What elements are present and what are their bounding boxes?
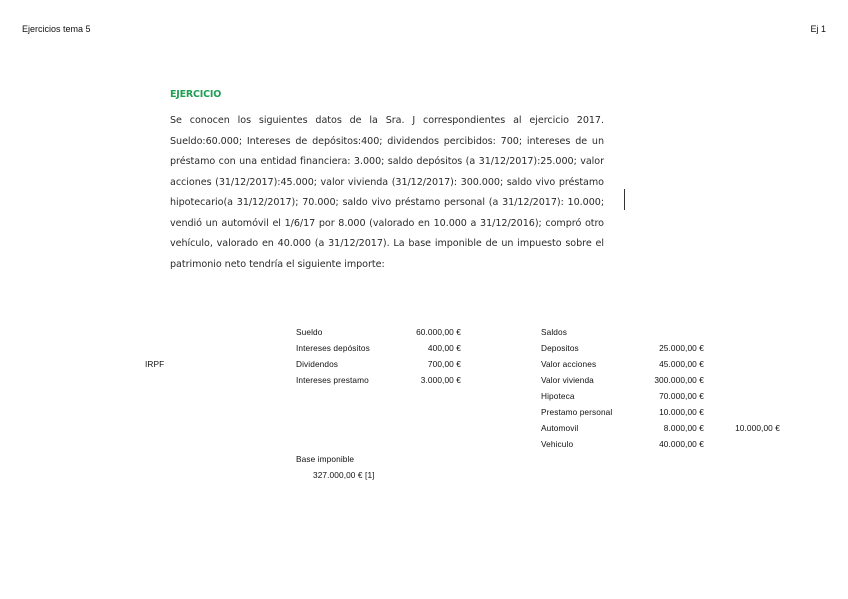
irpf-label: IRPF <box>145 359 165 369</box>
income-value: 400,00 € <box>427 343 461 353</box>
income-value: 3.000,00 € <box>420 375 461 385</box>
saldo-value: 300.000,00 € <box>654 375 704 385</box>
saldo-value: 10.000,00 € <box>659 407 704 417</box>
header-left: Ejercicios tema 5 <box>22 24 91 34</box>
income-value: 60.000,00 € <box>416 327 461 337</box>
header-right: Ej 1 <box>810 24 826 34</box>
saldo-value: 40.000,00 € <box>659 439 704 449</box>
saldo-label: Valor vivienda <box>541 375 594 385</box>
saldo-extra-value: 10.000,00 € <box>735 423 780 433</box>
saldo-value: 8.000,00 € <box>663 423 704 433</box>
saldo-label: Automovil <box>541 423 579 433</box>
exercise-title: EJERCICIO <box>170 89 222 100</box>
base-imponible-label: Base imponible <box>296 454 355 464</box>
saldo-value: 45.000,00 € <box>659 359 704 369</box>
saldo-label: Depositos <box>541 343 579 353</box>
saldo-value: 25.000,00 € <box>659 343 704 353</box>
saldo-label: Hipoteca <box>541 391 575 401</box>
saldo-label: Valor acciones <box>541 359 597 369</box>
income-label: Intereses depósitos <box>296 343 370 353</box>
saldo-label: Vehiculo <box>541 439 574 449</box>
saldos-header: Saldos <box>541 327 567 337</box>
base-imponible-value: 327.000,00 € [1] <box>313 470 375 480</box>
income-label: Sueldo <box>296 327 323 337</box>
saldo-label: Prestamo personal <box>541 407 613 417</box>
exercise-text: Se conocen los siguientes datos de la Sra. J correspondientes al ejercicio 2017. Sueldo:60.000; Intereses de depósitos:400; dividendos percibidos: 700; intereses de un préstamo con una entidad financiera: 3.000; saldo depósitos (a 31/12/2017):25.000; valor acciones (31/12/2017):45.000; valor vivienda (31/12/2017): 300.000; saldo vivo préstamo hipotecario(a 31/12/2017); 70.000; saldo vivo préstamo personal (a 31/12/2017): 10.000; vendió un automóvil el 1/6/17 por 8.000 (valorado en 10.000 a 31/12/2016); compró otro vehículo, valorado en 40.000 (a 31/12/2017). La base imponible de un impuesto sobre el patrimonio neto tendría el siguiente importe: <box>170 115 604 270</box>
income-label: Intereses prestamo <box>296 375 369 385</box>
saldo-value: 70.000,00 € <box>659 391 704 401</box>
income-label: Dividendos <box>296 359 339 369</box>
text-cursor <box>624 189 625 210</box>
income-value: 700,00 € <box>427 359 461 369</box>
